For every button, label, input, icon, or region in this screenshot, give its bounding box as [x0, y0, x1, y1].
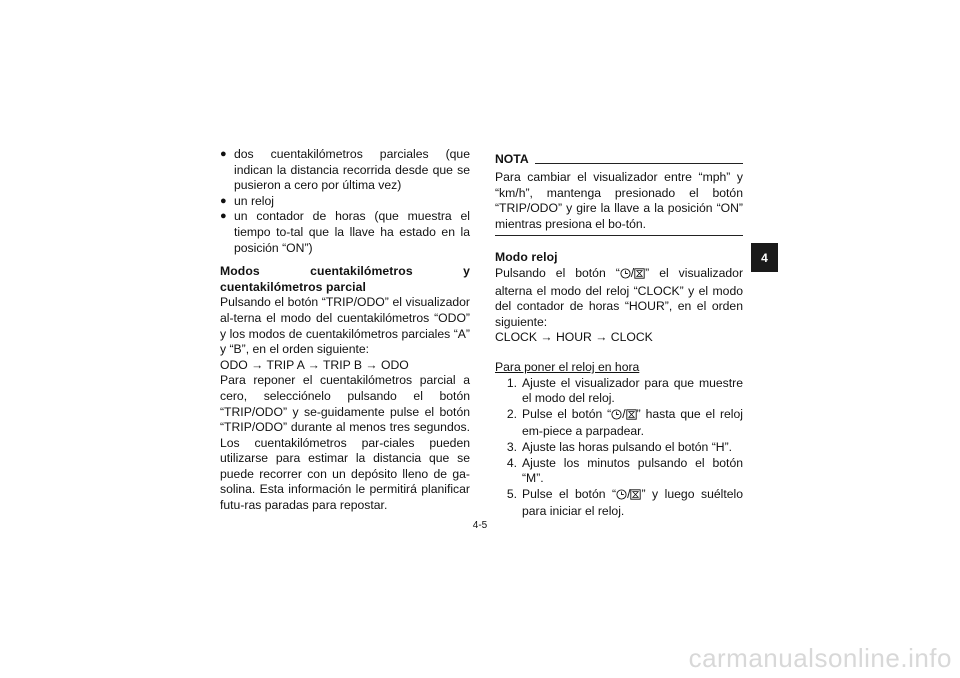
- page-number: 4-5: [472, 520, 488, 531]
- bullet-dot-icon: ●: [220, 210, 227, 223]
- bullet-dot-icon: ●: [220, 194, 227, 207]
- trip-reset-paragraph: Para reponer el cuentakilómetros parcial a cero, selecciónelo pulsando el botón “TRIP/ODO” y se-guidamente pulse el botón “TRIP/ODO” durante al menos tres segundos. Los cuentakilómetros par-ciales pueden utilizarse para estimar la distancia que se puede recorrer con un depósito lleno de ga-solina. Esta información le permitirá planificar futu-ras paradas para repostar.: [220, 373, 470, 513]
- clock-icon: [611, 409, 622, 425]
- note-label: NOTA: [495, 152, 529, 167]
- left-column: [220, 147, 470, 514]
- chapter-tab: 4: [751, 243, 778, 272]
- clock-icon: [620, 268, 631, 284]
- bullet-item: [220, 194, 470, 210]
- odometer-paragraph: Pulsando el botón “TRIP/ODO” el visualizador al-terna el modo del cuentakilómetros “ODO” y los modos de cuentakilómetros parciales “A” y “B”, en el orden siguiente:: [220, 295, 470, 357]
- clock-sequence: CLOCK → HOUR → CLOCK: [495, 330, 653, 345]
- hourglass-icon: [634, 268, 645, 284]
- odometer-sequence: ODO → TRIP A → TRIP B → ODO: [220, 357, 409, 372]
- note-text: Para cambiar el visualizador entre “mph” y “km/h”, mantenga presionado el botón “TRIP/ODO” y gire la llave a la posición “ON” mientras presiona el bo-tón.: [495, 170, 743, 231]
- list-item: 1. Ajuste el visualizador para que muestre el modo del reloj.: [506, 375, 743, 406]
- hourglass-icon: [626, 409, 637, 425]
- bullet-item: [220, 209, 470, 256]
- list-item: 3. Ajuste las horas pulsando el botón “H”.: [506, 439, 733, 454]
- watermark: carmanualsonline.info: [688, 643, 952, 673]
- bullet-text: dos cuentakilómetros parciales (que indican la distancia recorrida desde que se pusieron a cero por última vez): [234, 147, 470, 193]
- note-header: [495, 154, 743, 166]
- clock-setting-subheading: Para poner el reloj en hora: [495, 359, 640, 374]
- bullet-item: [220, 147, 470, 194]
- section-heading-odometer: Modos cuentakilómetros y cuentakilómetros parcial: [220, 264, 470, 294]
- bullet-text: un contador de horas (que muestra el tiempo to-tal que la llave ha estado en la posición “ON”): [234, 209, 470, 255]
- note-top-rule: [535, 163, 743, 164]
- hourglass-icon: [630, 489, 641, 505]
- section-heading-clock: Modo reloj: [495, 250, 558, 265]
- right-column: [495, 154, 743, 520]
- bullet-text: un reloj: [234, 193, 274, 208]
- list-item: 4. Ajuste los minutos pulsando el botón “M”.: [506, 455, 743, 486]
- clock-icon: [616, 489, 627, 505]
- list-item: 5. Pulse el botón “ / ” y luego suéltelo para iniciar el reloj.: [506, 486, 743, 519]
- clock-paragraph: Pulsando el botón “ / ” el visualizador alterna el modo del reloj “CLOCK” y el modo del contador de horas “HOUR”, en el orden siguiente:: [495, 265, 744, 329]
- bullet-dot-icon: ●: [220, 148, 227, 160]
- list-item: 2. Pulse el botón “ / ” hasta que el reloj em-piece a parpadear.: [506, 406, 743, 439]
